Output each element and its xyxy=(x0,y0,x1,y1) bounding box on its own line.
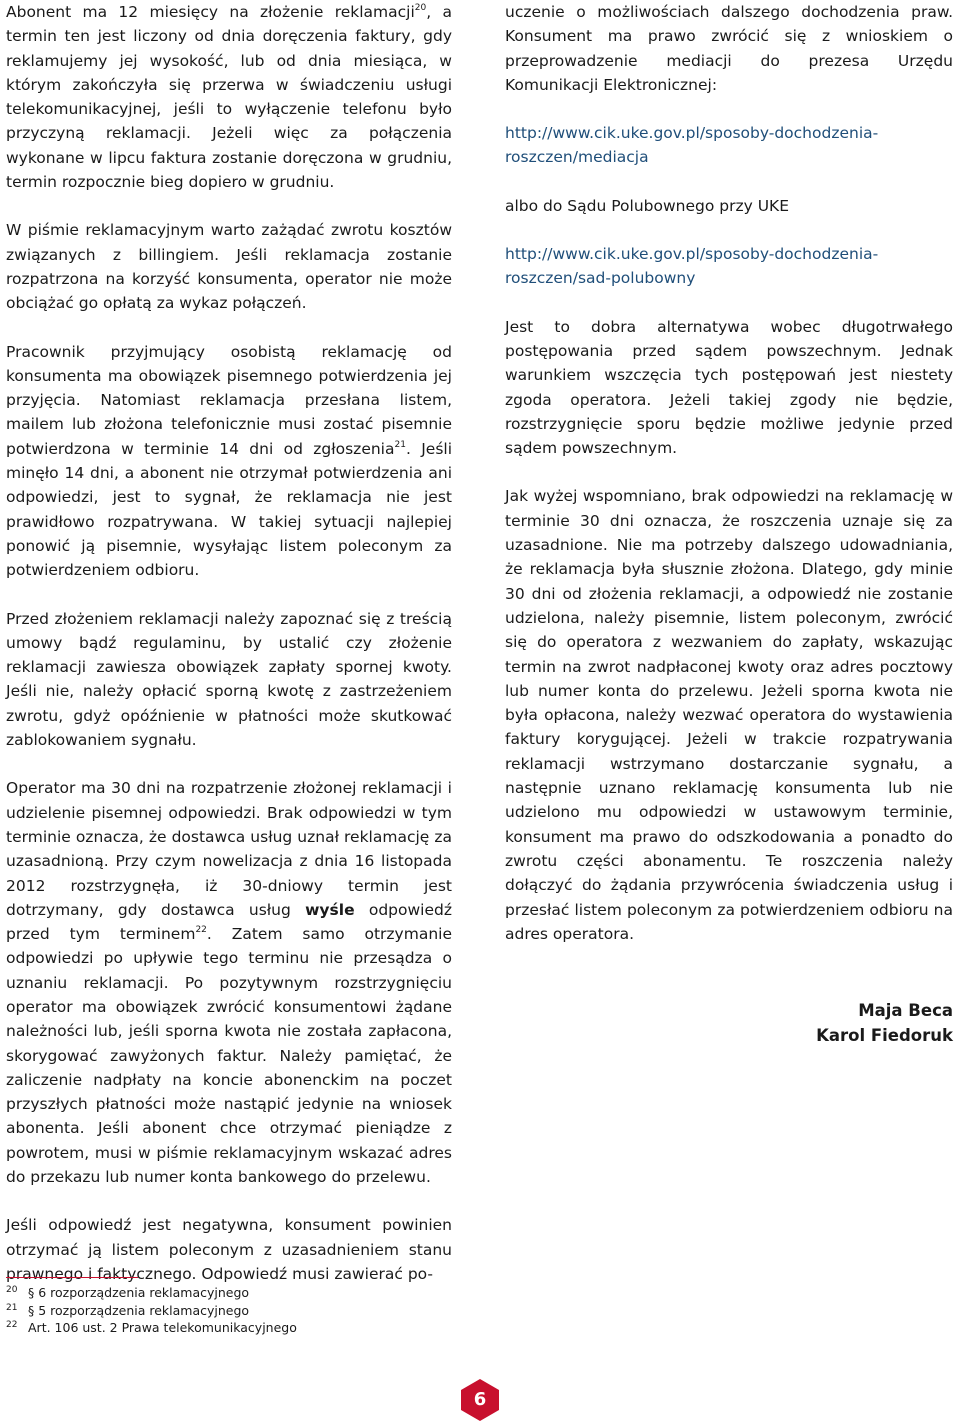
footnote-ref-22[interactable]: 22 xyxy=(195,924,207,935)
paragraph-billing-costs: W piśmie reklamacyjnym warto zażądać zwrotu kosztów związanych z billingiem. Jeśli reklamacja zostanie rozpatrzona na korzyść konsumenta, operator nie może obciążać go opłatą za wykaz połączeń. xyxy=(6,221,452,313)
paragraph-no-response: Jak wyżej wspomniano, brak odpowiedzi na reklamację w terminie 30 dni oznacza, że roszczenia uznaje się za uzasadnione. Nie ma potrzeby dalszego udowadniania, że reklamacja była słusznie złożona. Dlatego, gdy minie 30 dni od złożenia reklamacji, a odpowiedź nie zostanie udzielona, należy pisemnie, listem poleconym, zwrócić się do operatora z wezwaniem do zapłaty, wskazując termin na zwrot nadpłaconej kwoty oraz adres pocztowy lub numer konta do przelewu. Jeżeli sporna kwota nie była opłacona, należy wezwać operatora do wystawienia faktury korygującej. Jeżeli w trakcie rozpatrywania reklamacji wstrzymano dostarczanie sygnału, a następnie uznano reklamację konsumenta lub nie udzielono mu odpowiedzi w ustawowym terminie, konsument ma prawo do odszkodowania a ponadto do zwrotu części abonamentu. Te roszczenia należy dołączyć do żądania przywrócenia świadczenia usług i przesłać listem poleconym za potwierdzeniem odbioru na adres operatora. xyxy=(505,487,953,943)
paragraph-complaint-deadline xyxy=(6,0,452,194)
authors xyxy=(505,998,953,1048)
footnote-number: 22 xyxy=(6,1320,18,1330)
footnote xyxy=(6,1319,297,1337)
footnote-ref-21[interactable]: 21 xyxy=(394,439,406,450)
text: , a termin ten jest liczony od dnia doręczenia faktury, gdy reklamujemy jej wysokość, lub od dnia miesiąca, w którym zakończyła się przerwa w świadczeniu usługi telekomunikacyjnej, jeśli to wyłączenie telefonu było przyczyną reklamacji. Jeżeli więc za połączenia wykonane w lipcu faktura zostanie doręczona w grudniu, termin rozpocznie bieg dopiero w grudniu. xyxy=(6,3,453,192)
footnote-divider xyxy=(6,1277,138,1278)
paragraph-confirmation xyxy=(6,340,452,583)
left-column xyxy=(6,0,452,1286)
text: . Jeśli minęło 14 dni, a abonent nie otrzymał potwierdzenia ani odpowiedzi, jest to sygnał, że reklamacja nie jest prawidłowo rozpatrywana. W takiej sytuacji najlepiej ponowić ją pisemnie, wysyłając listem poleconym za potwierdzeniem odbioru. xyxy=(6,439,453,580)
footnote-text: § 6 rozporządzenia reklamacyjnego xyxy=(28,1285,250,1300)
page-number: 6 xyxy=(473,1389,487,1410)
footnote-ref-20[interactable]: 20 xyxy=(414,2,427,13)
footnote xyxy=(6,1284,297,1302)
paragraph-mediation: uczenie o możliwościach dalszego dochodzenia praw. Konsument ma prawo zwrócić się z wnioskiem o przeprowadzenie mediacji do prezesa Urzędu Komunikacji Elektronicznej: xyxy=(505,3,953,94)
paragraph-arbitration: albo do Sądu Polubownego przy UKE xyxy=(505,196,789,215)
paragraph-negative-response: Jeśli odpowiedź jest negatywna, konsument powinien otrzymać ją listem poleconym z uzasadnieniem stanu prawnego i faktycznego. Odpowiedź musi zawierać po- xyxy=(6,1216,452,1283)
paragraph-alternative: Jest to dobra alternatywa wobec długotrwałego postępowania przed sądem powszechnym. Jednak warunkiem wszczęcia tych postępowań jest niestety zgoda operatora. Jeżeli takiej zgody nie będzie, rozstrzygnięcie sporu będzie możliwe jedynie przed sądem powszechnym. xyxy=(505,317,953,458)
text: Abonent ma 12 miesięcy na złożenie reklamacji xyxy=(6,3,415,21)
text: Operator ma 30 dni na rozpatrzenie złożonej reklamacji i udzielenie pisemnej odpowiedzi. Brak odpowiedzi w tym terminie oznacza, że dostawca usług uznał reklamację za uzasadnioną. Przy czym nowelizacja z dnia 16 listopada 2012 rozstrzygnęła, iż 30-dniowy termin jest dotrzymany, gdy dostawca usług xyxy=(6,779,452,919)
text: . Zatem samo otrzymanie odpowiedzi po upływie tego terminu nie przesądza o uznaniu reklamacji. Po pozytywnym rozstrzygnięciu operator ma obowiązek zwrócić konsumentowi żądane należności lub, jeśli sporna kwota nie została zapłacona, skorygować zawyżonych faktur. Należy pamiętać, że zaliczenie nadpłaty na koncie abonenckim na poczet przyszłych płatności może nastąpić jedynie na wniosek abonenta. Jeśli abonent chce otrzymać pieniądze z powrotem, musi w piśmie reklamacyjnym wskazać adres do przekazu lub numer konta bankowego do przelewu. xyxy=(6,925,452,1187)
footnotes xyxy=(6,1284,297,1337)
author-name: Karol Fiedoruk xyxy=(816,1026,953,1046)
author-name: Maja Beca xyxy=(858,1001,953,1021)
right-column xyxy=(505,0,953,1048)
text: odpowiedź przed tym terminem xyxy=(6,900,452,944)
link-arbitration-court[interactable]: http://www.cik.uke.gov.pl/sposoby-dochodzenia-roszczen/sad-polubowny xyxy=(505,245,879,288)
footnote-text: § 5 rozporządzenia reklamacyjnego xyxy=(28,1302,250,1318)
bold-text: wyśle xyxy=(305,900,355,919)
footnote-number: 21 xyxy=(6,1302,18,1313)
footnote-text: Art. 106 ust. 2 Prawa telekomunikacyjnego xyxy=(28,1320,297,1335)
paragraph-operator-30-days xyxy=(6,776,452,1189)
paragraph-contract-check: Przed złożeniem reklamacji należy zapoznać się z treścią umowy bądź regulaminu, by ustalić czy złożenie reklamacji zawiesza obowiązek zapłaty spornej kwoty. Jeśli nie, należy opłacić sporną kwotę z zastrzeżeniem zwrotu, gdyż opóźnienie w płatności może skutkować zablokowaniem sygnału. xyxy=(6,609,452,750)
footnote xyxy=(6,1302,297,1320)
footnote-number: 20 xyxy=(6,1285,18,1295)
text: Pracownik przyjmujący osobistą reklamację od konsumenta ma obowiązek pisemnego potwierdzenia jej przyjęcia. Natomiast reklamacja przesłana listem, mailem lub złożona telefonicznie musi zostać pisemnie potwierdzona w terminie 14 dni od zgłoszenia xyxy=(6,342,452,458)
link-mediation[interactable]: http://www.cik.uke.gov.pl/sposoby-dochodzenia-roszczen/mediacja xyxy=(505,124,879,167)
